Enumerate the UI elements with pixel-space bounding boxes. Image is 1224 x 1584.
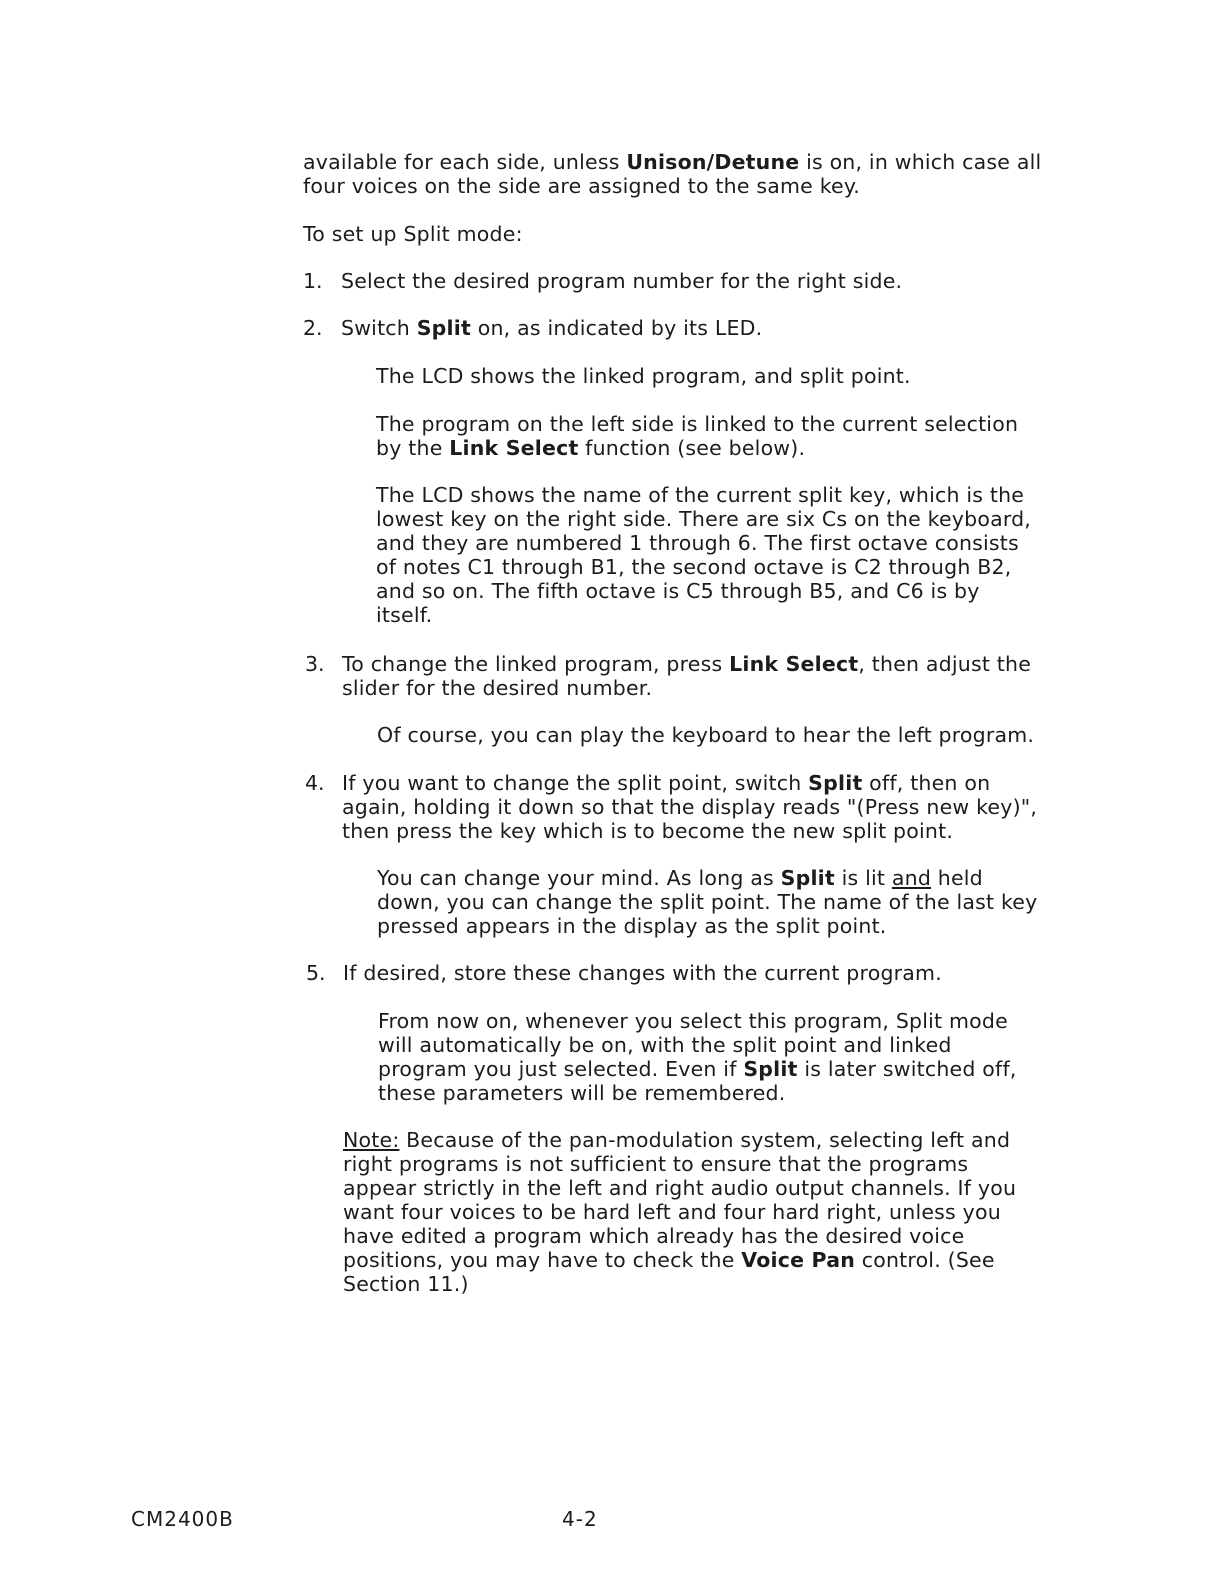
page-number: 4-2 (562, 1507, 598, 1531)
step-number: 1. (303, 269, 323, 293)
step-number: 2. (303, 316, 323, 340)
intro-text: is on, in which case all (799, 150, 1042, 174)
split-term: Split (780, 866, 835, 890)
step2-note-lcd: The LCD shows the linked program, and split point. (376, 364, 911, 388)
step4-note: You can change your mind. As long as Split is lit and held down, you can change the split point. The name of the last key pressed appears in the display as the split point. (377, 866, 1038, 938)
unison-detune-term: Unison/Detune (626, 150, 800, 174)
intro-text: four voices on the side are assigned to the same key. (303, 174, 860, 198)
pan-note: Note: Because of the pan-modulation system, selecting left and right programs is not sufficient to ensure that the programs appear strictly in the left and right audio output channels. If you want four voices to be hard left and four hard right, unless you have edited a program which already has the desired voice positions, you may have to check the Voice Pan control. (See Section 11.) (343, 1128, 1017, 1296)
step2-note-split-key: The LCD shows the name of the current split key, which is the lowest key on the right side. There are six Cs on the keyboard, and they are numbered 1 through 6. The first octave consists of notes C1 through B1, the second octave is C2 through B2, and so on. The fifth octave is C5 through B5, and C6 is by itself. (376, 483, 1032, 627)
step-number: 4. (305, 771, 325, 795)
link-select-term: Link Select (729, 652, 859, 676)
split-term: Split (416, 316, 471, 340)
step3-note: Of course, you can play the keyboard to hear the left program. (377, 723, 1035, 747)
intro-text: available for each side, unless (303, 150, 627, 174)
step-text: If desired, store these changes with the current program. (343, 961, 942, 985)
step-number: 3. (305, 652, 325, 676)
step-text: Select the desired program number for the right side. (341, 269, 903, 293)
step-text: Switch Split on, as indicated by its LED. (341, 316, 763, 340)
step2-note-link: The program on the left side is linked to the current selection by the Link Select function (see below). (376, 412, 1019, 460)
document-code: CM2400B (131, 1507, 234, 1531)
step-text: To change the linked program, press Link Select, then adjust the slider for the desired number. (342, 652, 1032, 700)
step5-note: From now on, whenever you select this program, Split mode will automatically be on, with the split point and linked program you just selected. Even if Split is later switched off, these parameters will be remembered. (378, 1009, 1017, 1105)
split-term: Split (808, 771, 863, 795)
intro-paragraph (303, 150, 1042, 198)
split-term: Split (743, 1057, 798, 1081)
setup-heading: To set up Split mode: (303, 222, 523, 246)
note-label: Note: (343, 1128, 400, 1152)
step-text: If you want to change the split point, switch Split off, then on again, holding it down so that the display reads "(Press new key)", then press the key which is to become the new split point. (342, 771, 1038, 843)
voice-pan-term: Voice Pan (741, 1248, 856, 1272)
emphasis-and: and (891, 866, 932, 890)
link-select-term: Link Select (449, 436, 579, 460)
step-number: 5. (306, 961, 326, 985)
